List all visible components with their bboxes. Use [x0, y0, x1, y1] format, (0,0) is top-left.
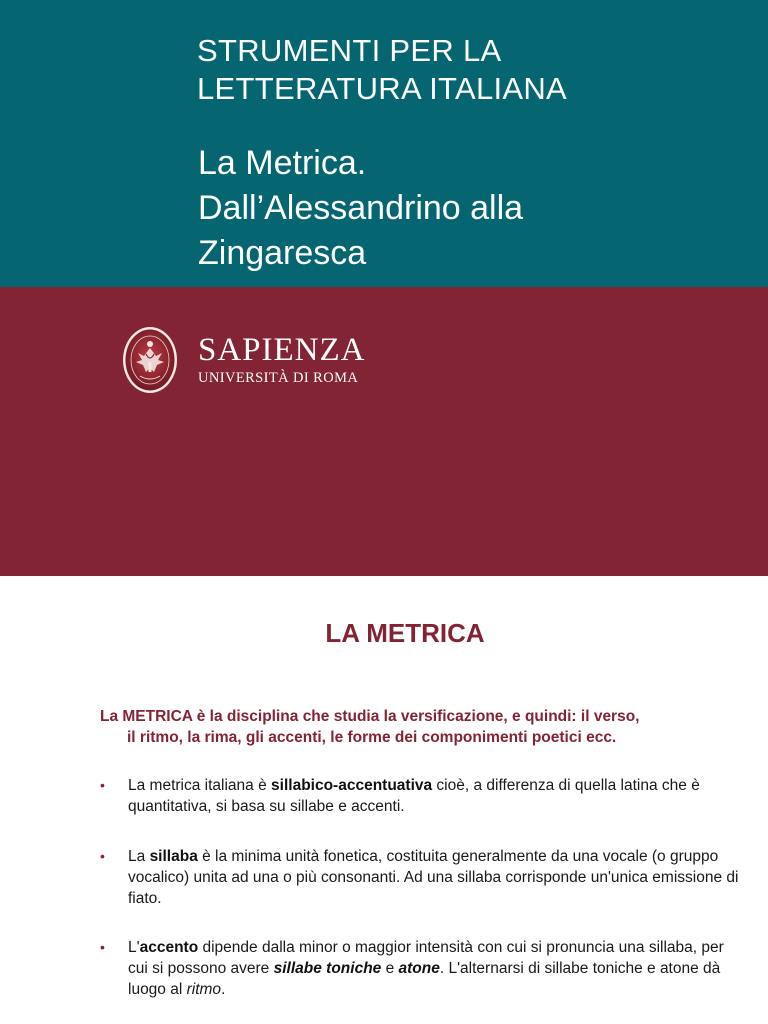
list-item — [100, 846, 740, 909]
list-item-text — [100, 775, 740, 817]
section-title: LA METRICA — [325, 618, 485, 648]
logo-university: UNIVERSITÀ DI ROMA — [198, 369, 359, 386]
title-banner — [0, 0, 768, 287]
keyword: accento — [139, 939, 199, 956]
list-item — [100, 775, 740, 817]
list-item-text — [100, 937, 740, 1000]
text-run: La metrica italiana è — [128, 777, 272, 794]
text-run: L' — [128, 939, 140, 956]
keyword: ritmo — [186, 981, 222, 998]
course-title-line1: STRUMENTI PER LA — [197, 33, 502, 68]
lesson-subtitle-line3: Zingaresca — [198, 234, 367, 272]
lesson-subtitle-line2: Dall’Alessandrino alla — [198, 189, 524, 227]
text-run: e — [381, 960, 399, 977]
definition-line2: il ritmo, la rima, gli accenti, le forme dei componimenti poetici ecc. — [127, 729, 617, 746]
keyword: sillaba — [149, 848, 198, 865]
metrica-definition — [100, 706, 720, 748]
list-item — [100, 937, 740, 1000]
text-run: La — [128, 848, 150, 865]
university-seal-icon — [122, 326, 178, 394]
course-title-line2: LETTERATURA ITALIANA — [197, 71, 568, 106]
lesson-subtitle — [198, 141, 523, 276]
keyword: sillabe toniche — [273, 960, 382, 977]
logo-wordmark — [198, 331, 366, 387]
text-run: dipende dalla minor o maggior intensità con cui si pronuncia una sillaba, per cui si possono avere — [128, 939, 724, 977]
lesson-subtitle-line1: La Metrica. — [198, 144, 367, 182]
text-run: è la minima unità fonetica, costituita generalmente da una vocale (o gruppo vocalico) unita ad una o più consonanti. Ad una sillaba corrisponde un'unica emissione di fiato. — [128, 848, 739, 907]
bullet-icon: • — [100, 939, 105, 955]
text-run: . L'alternarsi di sillabe toniche e atone dà luogo al — [128, 960, 721, 998]
logo-name: SAPIENZA — [198, 331, 366, 368]
keyword: sillabico-accentuativa — [271, 777, 433, 794]
bullet-icon: • — [100, 848, 105, 864]
list-item-text — [100, 846, 740, 909]
sapienza-logo — [122, 325, 366, 395]
text-run: . — [221, 981, 226, 998]
definition-line1: La METRICA è la disciplina che studia la versificazione, e quindi: il verso, — [100, 708, 640, 725]
text-run: cioè, a differenza di quella latina che è quantitativa, si basa su sillabe e accenti. — [128, 777, 700, 815]
course-title — [197, 32, 567, 108]
logo-band — [0, 287, 768, 576]
bullet-icon: • — [100, 777, 105, 793]
keyword: atone — [398, 960, 440, 977]
